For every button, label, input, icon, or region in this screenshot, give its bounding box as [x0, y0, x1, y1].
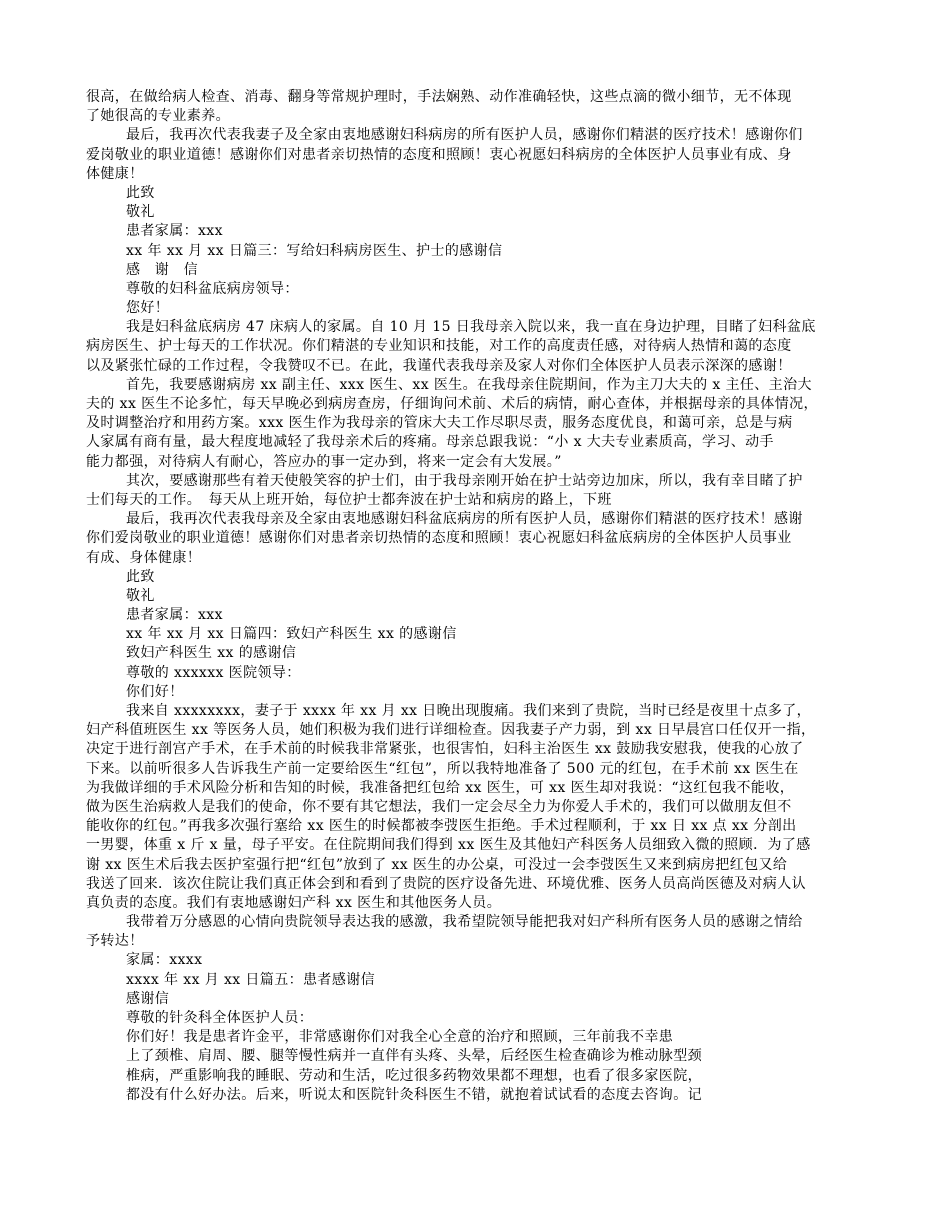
text-line: 您好！: [126, 300, 170, 317]
text-line: 为我做详细的手术风险分析和告知的时候，我准备把红包给 xx 医生，可 xx 医生却对我说：“这红包我不能收，: [86, 779, 795, 796]
text-line: 敬礼: [126, 204, 155, 221]
text-line: 感 谢 信: [126, 261, 198, 278]
text-line: 首先，我要感谢病房 xx 副主任、xxx 医生、xx 医生。在我母亲住院期间，作为主刀大夫的 x 主任、主治大: [126, 376, 812, 393]
text-line: 决定于进行剖宫产手术，在手术前的时候我非常紧张，也很害怕，妇科主治医生 xx 鼓励我安慰我，使我的心放了: [86, 741, 804, 758]
text-line: xx 年 xx 月 xx 日篇四：致妇产科医生 xx 的感谢信: [126, 626, 457, 643]
text-line: 致妇产科医生 xx 的感谢信: [126, 645, 297, 662]
text-line: xxxx 年 xx 月 xx 日篇五：患者感谢信: [126, 971, 376, 988]
text-line: 你们好！我是患者许金平，非常感谢你们对我全心全意的治疗和照顾，三年前我不幸患: [126, 1029, 674, 1046]
text-line: 尊敬的 xxxxxx 医院领导：: [126, 664, 301, 681]
text-line: 予转达！: [86, 933, 144, 950]
text-line: 尊敬的妇科盆底病房领导：: [126, 280, 299, 297]
text-line: 人家属有商有量，最大程度地减轻了我母亲术后的疼痛。母亲总跟我说：“小 x 大夫专业素质高，学习、动手: [86, 434, 774, 451]
text-line: 士们每天的工作。 每天从上班开始，每位护士都奔波在护士站和病房的路上，下班: [86, 491, 612, 508]
text-line: 爱岗敬业的职业道德！感谢你们对患者亲切热情的态度和照顾！衷心祝愿妇科病房的全体医护人员事业有成、身: [86, 146, 792, 163]
text-line: 此致: [126, 568, 155, 585]
text-line: xx 年 xx 月 xx 日篇三：写给妇科病房医生、护士的感谢信: [126, 242, 503, 259]
text-line: 此致: [126, 184, 155, 201]
text-line: 体健康！: [86, 165, 144, 182]
text-line: 谢 xx 医生术后我去医护室强行把“红包”放到了 xx 医生的办公桌，可没过一会李弢医生又来到病房把红包又给: [86, 856, 788, 873]
text-line: 最后，我再次代表我妻子及全家由衷地感谢妇科病房的所有医护人员，感谢你们精湛的医疗技术！感谢你们: [126, 127, 803, 144]
text-line: 患者家属：xxx: [126, 607, 223, 624]
text-line: 真负责的态度。我们有衷地感谢妇产科 xx 医生和其他医务人员。: [86, 894, 502, 911]
text-line: 椎病，严重影响我的睡眠、劳动和生活，吃过很多药物效果都不理想，也看了很多家医院，: [126, 1067, 702, 1084]
text-line: 下来。以前听很多人告诉我生产前一定要给医生“红包”，所以我特地准备了 500 元的红包，在手术前 xx 医生在: [86, 760, 799, 777]
text-line: 我送了回来．该次住院让我们真正体会到和看到了贵院的医疗设备先进、环境优雅、医务人员高尚医德及对病人认: [86, 875, 806, 892]
text-line: 有成、身体健康！: [86, 549, 202, 566]
text-line: 敬礼: [126, 587, 155, 604]
text-line: 感谢信: [126, 990, 170, 1007]
text-line: 我来自 xxxxxxxx，妻子于 xxxx 年 xx 月 xx 日晚出现腹痛。我们来到了贵院，当时已经是夜里十点多了，: [126, 703, 812, 719]
text-line: 一男婴，体重 x 斤 x 量，母子平安。在住院期间我们得到 xx 医生及其他妇产科医务人员细致入微的照顾．为了感: [86, 837, 811, 854]
text-line: 我是妇科盆底病房 47 床病人的家属。自 10 月 15 日我母亲入院以来，我一直在身边护理，目睹了妇科盆底: [126, 319, 816, 336]
text-line: 很高，在做给病人检查、消毒、翻身等常规护理时，手法娴熟、动作准确轻快，这些点滴的微小细节，无不体现: [86, 89, 792, 105]
text-line: 上了颈椎、肩周、腰、腿等慢性病并一直伴有头疼、头晕，后经医生检查确诊为椎动脉型颈: [126, 1048, 702, 1065]
text-line: 你们好！: [126, 683, 184, 700]
text-line: 以及紧张忙碌的工作过程，令我赞叹不已。在此，我谨代表我母亲及家人对你们全体医护人员表示深深的感谢！: [86, 357, 792, 374]
text-line: 都没有什么好办法。后来，听说太和医院针灸科医生不错，就抱着试试看的态度去咨询。记: [126, 1086, 702, 1103]
document-body: [86, 88, 864, 1105]
text-line: 病房医生、护士每天的工作状况。你们精湛的专业知识和技能，对工作的高度责任感，对待病人热情和蔼的态度: [86, 338, 792, 355]
text-line: 夫的 xx 医生不论多忙，每天早晚必到病房查房，仔细询问术前、术后的病情，耐心查体，并根据母亲的具体情况，: [86, 396, 818, 412]
text-line: 及时调整治疗和用药方案。xxx 医生作为我母亲的管床大夫工作尽职尽责，服务态度优良，和蔼可亲，总是与病: [86, 415, 793, 432]
text-line: 最后，我再次代表我母亲及全家由衷地感谢妇科盆底病房的所有医护人员，感谢你们精湛的医疗技术！感谢: [126, 511, 803, 528]
text-line: 你们爱岗敬业的职业道德！感谢你们对患者亲切热情的态度和照顾！衷心祝愿妇科盆底病房的全体医护人员事业: [86, 530, 792, 547]
text-line: 我带着万分感恩的心情向贵院领导表达我的感激，我希望院领导能把我对妇产科所有医务人员的感谢之情给: [126, 914, 803, 931]
text-line: 尊敬的针灸科全体医护人员：: [126, 1010, 314, 1026]
text-line: 了她很高的专业素养。: [86, 108, 230, 125]
text-line: 妇产科值班医生 xx 等医务人员，她们积极为我们进行详细检查。因我妻子产力弱，到 xx 日早晨宫口任仅开一指，: [86, 722, 816, 739]
text-line: 其次，要感谢那些有着天使般笑容的护士们，由于我母亲刚开始在护士站旁边加床，所以，我有幸目睹了护: [126, 472, 803, 489]
text-line: 家属：xxxx: [126, 952, 203, 969]
text-line: 患者家属：xxx: [126, 223, 223, 240]
text-line: 做为医生治病救人是我们的使命，你不要有其它想法，我们一定会尽全力为你爱人手术的，我们可以做朋友但不: [86, 798, 792, 815]
text-line: 能收你的红包。”再我多次强行塞给 xx 医生的时候都被李弢医生拒绝。手术过程顺利，于 xx 日 xx 点 xx 分剖出: [86, 818, 797, 835]
text-line: 能力都强，对待病人有耐心，答应办的事一定办到，将来一定会有大发展。”: [86, 453, 562, 470]
